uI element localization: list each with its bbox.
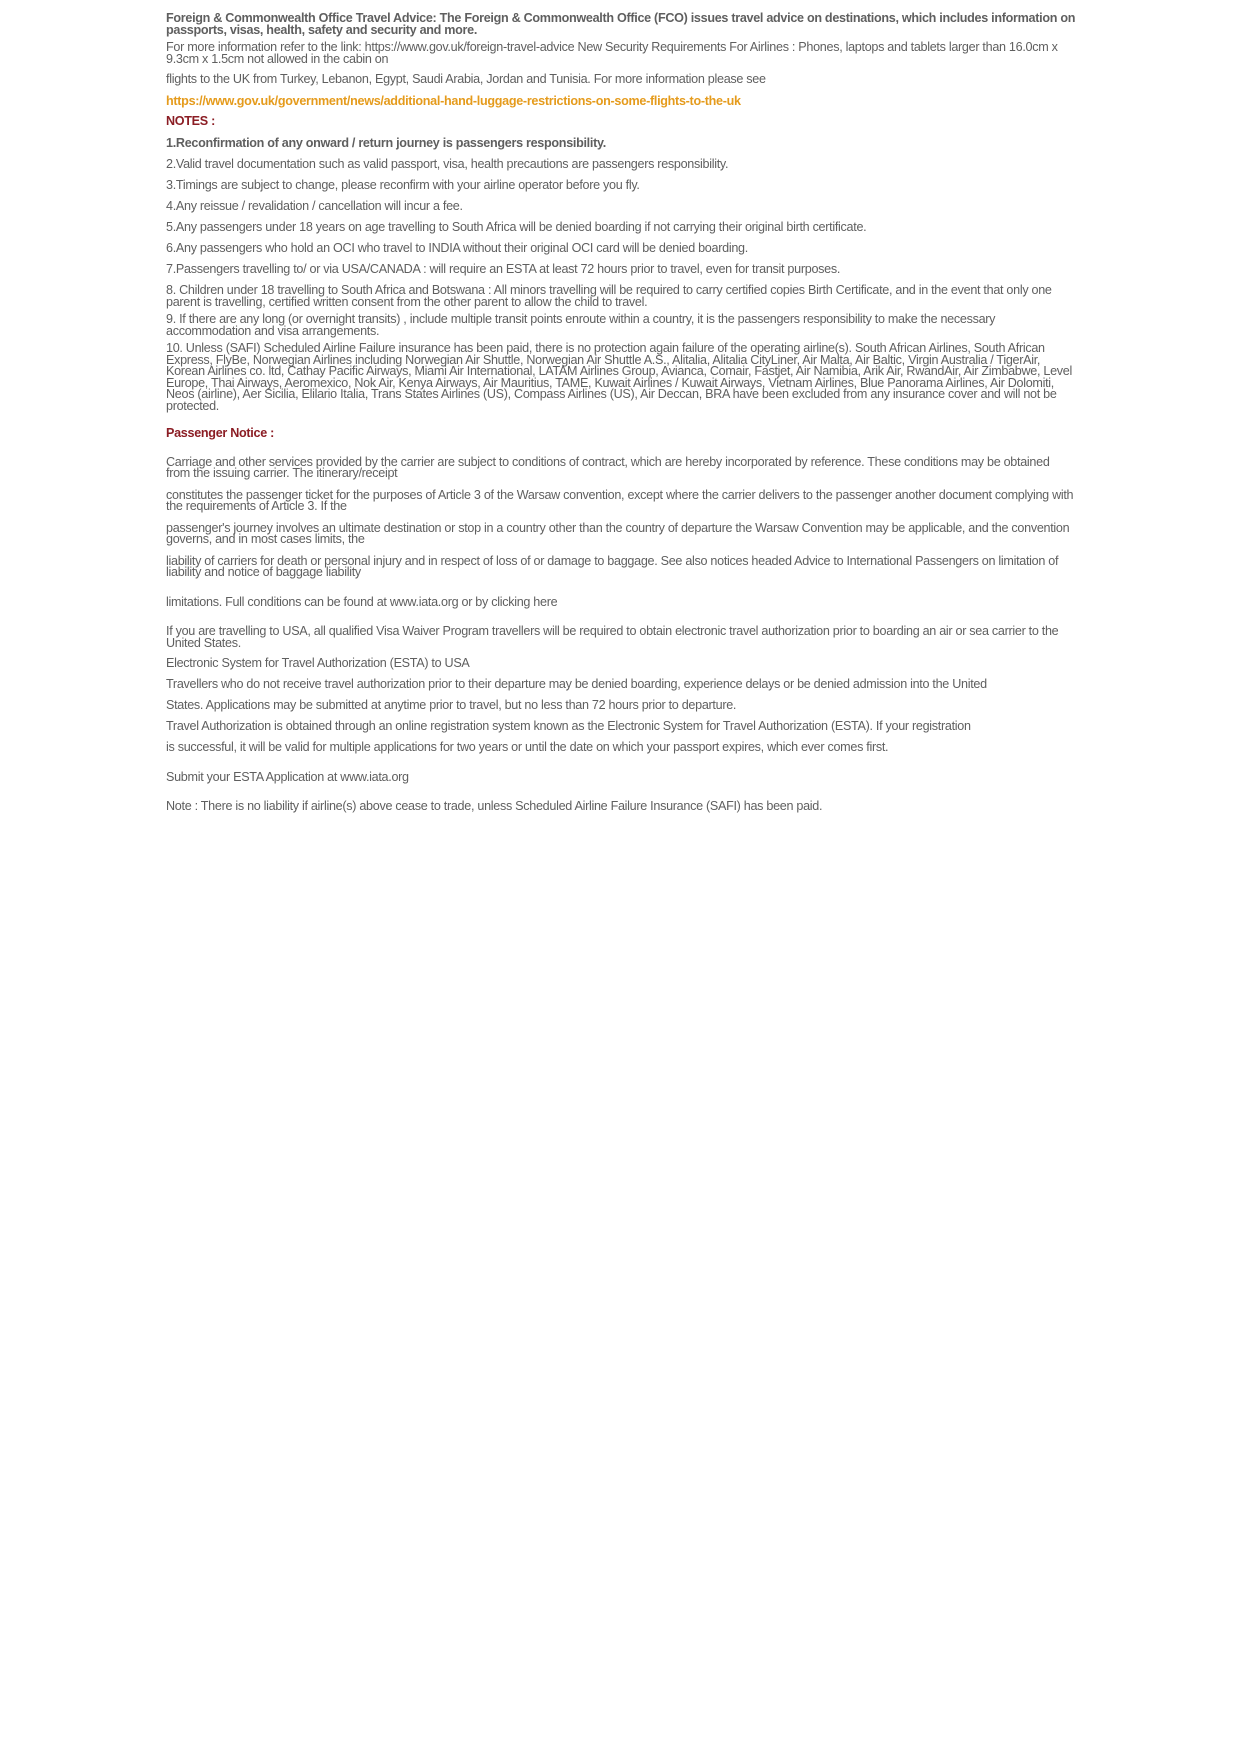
- esta-line: States. Applications may be submitted at anytime prior to travel, but no less than 72 hours prior to departure.: [166, 698, 737, 712]
- passenger-notice-paragraph: liability of carriers for death or personal injury and in respect of loss of or damage to baggage. See also notices headed Advice to International Passengers on limitation of liability and notice of baggage liability: [166, 553, 1059, 579]
- note-item: 9. If there are any long (or overnight transits) , include multiple transit points enroute within a country, it is the passengers responsibility to make the necessary accommodation and visa arrangements.: [166, 312, 996, 338]
- note-item: 10. Unless (SAFI) Scheduled Airline Failure insurance has been paid, there is no protection again failure of the operating airline(s). South African Airlines, South African Express, FlyBe, Norwegian Airlines including Norwegian Air Shuttle, Norwegian Air Shuttle A.S., Alitalia, Alitalia CityLiner, Air Malta, Air Baltic, Virgin Australia / TigerAir, Korean Airlines co. ltd, Cathay Pacific Airways, Miami Air International, LATAM Airlines Group, Avianca, Comair, Fastjet, Air Namibia, Arik Air, RwandAir, Air Zimbabwe, Level Europe, Thai Airways, Aeromexico, Nok Air, Kenya Airways, Air Mauritius, TAME, Kuwait Airlines / Kuwait Airways, Vietnam Airlines, Blue Panorama Airlines, Air Dolomiti, Neos (airline), Aer Sicilia, Elilario Italia, Trans States Airlines (US), Compass Airlines (US), Air Deccan, BRA have been excluded from any insurance cover and will not be protected.: [166, 341, 1073, 413]
- esta-line: Travellers who do not receive travel authorization prior to their departure may be denied boarding, experience delays or be denied admission into the United: [166, 677, 987, 691]
- note-item: 7.Passengers travelling to/ or via USA/CANADA : will require an ESTA at least 72 hours prior to travel, even for transit purposes.: [166, 262, 841, 276]
- fco-heading: Foreign & Commonwealth Office Travel Advice: The Foreign & Commonwealth Office (FCO) issues travel advice on destinations, which includes information on passports, visas, health, safety and security and more.: [166, 11, 1076, 37]
- esta-submit: Submit your ESTA Application at www.iata.org: [166, 769, 409, 784]
- esta-title: Electronic System for Travel Authorization (ESTA) to USA: [166, 656, 470, 670]
- esta-line: is successful, it will be valid for multiple applications for two years or until the date on which your passport expires, which ever comes first.: [166, 740, 889, 754]
- passenger-notice-paragraph: Carriage and other services provided by the carrier are subject to conditions of contract, which are hereby incorporated by reference. These conditions may be obtained from the issuing carrier. The itinerary/receipt: [166, 454, 1050, 480]
- fco-more-info: For more information refer to the link: https://www.gov.uk/foreign-travel-advice New Security Requirements For Airlines : Phones, laptops and tablets larger than 16.0cm x 9.3cm x 1.5cm not allowed in the cabin on: [166, 40, 1058, 66]
- passenger-notice-paragraph: limitations. Full conditions can be found at www.iata.org or by clicking here: [166, 594, 558, 609]
- note-item: 6.Any passengers who hold an OCI who travel to INDIA without their original OCI card will be denied boarding.: [166, 241, 748, 255]
- note-item: 3.Timings are subject to change, please reconfirm with your airline operator before you fly.: [166, 178, 640, 192]
- note-item: 4.Any reissue / revalidation / cancellation will incur a fee.: [166, 199, 463, 213]
- usa-intro: If you are travelling to USA, all qualified Visa Waiver Program travellers will be required to obtain electronic travel authorization prior to boarding an air or sea carrier to the United States.: [166, 624, 1059, 650]
- note-item: 8. Children under 18 travelling to South Africa and Botswana : All minors travelling will be required to carry certified copies Birth Certificate, and in the event that only one parent is travelling, certified written consent from the other parent to allow the child to travel.: [166, 283, 1052, 309]
- note-item: 2.Valid travel documentation such as valid passport, visa, health precautions are passengers responsibility.: [166, 157, 729, 171]
- passenger-notice-paragraph: constitutes the passenger ticket for the purposes of Article 3 of the Warsaw convention, except where the carrier delivers to the passenger another document complying with the requirements of Article 3. If the: [166, 487, 1074, 513]
- hand-luggage-link[interactable]: https://www.gov.uk/government/news/additional-hand-luggage-restrictions-on-some-flights-to-the-uk: [166, 93, 741, 108]
- safi-note: Note : There is no liability if airline(s) above cease to trade, unless Scheduled Airline Failure Insurance (SAFI) has been paid.: [166, 799, 823, 813]
- fco-flights: flights to the UK from Turkey, Lebanon, Egypt, Saudi Arabia, Jordan and Tunisia. For more information please see: [166, 72, 766, 86]
- travel-notes-document: [166, 13, 1076, 813]
- esta-line: Travel Authorization is obtained through an online registration system known as the Electronic System for Travel Authorization (ESTA). If your registration: [166, 719, 971, 733]
- notes-title: NOTES :: [166, 114, 215, 128]
- note-item: 1.Reconfirmation of any onward / return journey is passengers responsibility.: [166, 135, 606, 150]
- note-item: 5.Any passengers under 18 years on age travelling to South Africa will be denied boarding if not carrying their original birth certificate.: [166, 220, 867, 234]
- passenger-notice-title: Passenger Notice :: [166, 426, 274, 440]
- passenger-notice-paragraph: passenger's journey involves an ultimate destination or stop in a country other than the country of departure the Warsaw Convention may be applicable, and the convention governs, and in most cases limits, the: [166, 520, 1070, 546]
